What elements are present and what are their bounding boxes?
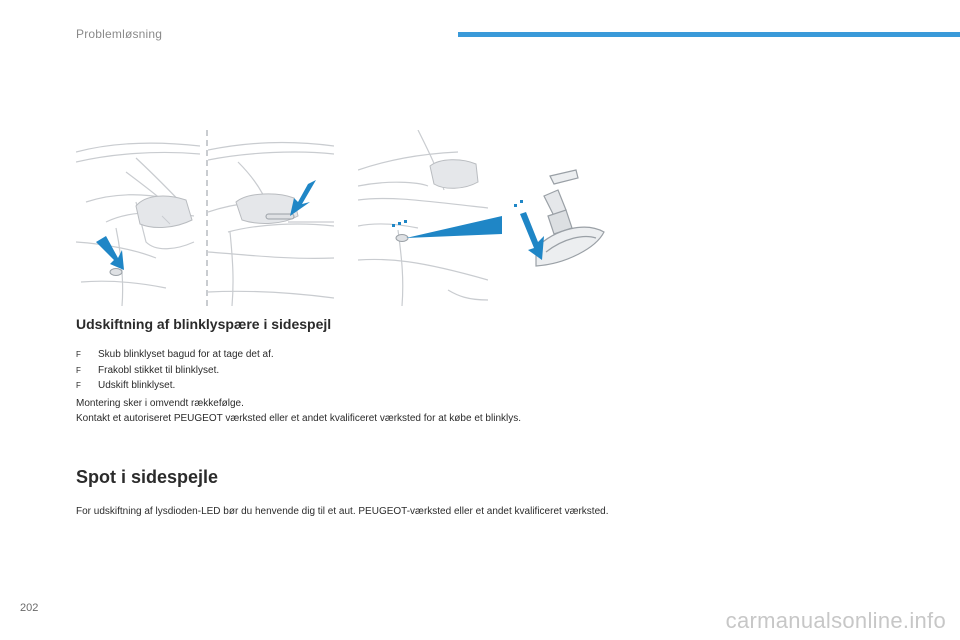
watermark: carmanualsonline.info <box>725 608 946 633</box>
step-text: Skub blinklyset bagud for at tage det af. <box>98 349 274 360</box>
section-heading-blinklys: Udskiftning af blinklyspære i sidespejl <box>76 316 332 332</box>
turn-signal-lamp <box>506 168 616 306</box>
list-item <box>76 363 274 379</box>
chapter-accent-bar <box>458 32 960 37</box>
chapter-title: Problemløsning <box>76 27 163 41</box>
assembly-note: Montering sker i omvendt rækkefølge. <box>76 398 244 409</box>
step-text: Udskift blinklyset. <box>98 380 176 391</box>
list-item <box>76 347 274 363</box>
illustration-row <box>76 130 616 306</box>
section-heading-spot: Spot i sidespejle <box>76 467 219 487</box>
step-text: Frakobl stikket til blinklyset. <box>98 364 220 376</box>
bullet-icon: F <box>76 350 81 359</box>
steps-list <box>76 347 274 394</box>
list-item <box>76 378 274 394</box>
page-number: 202 <box>20 602 39 614</box>
car-side-mirror-illustration-2 <box>208 132 334 306</box>
bullet-icon: F <box>76 365 81 375</box>
workshop-note: Kontakt et autoriseret PEUGEOT værksted eller et andet kvalificeret værksted for at købe et blinklys. <box>76 413 521 424</box>
bullet-icon: F <box>76 381 81 390</box>
zoom-connector <box>406 210 506 250</box>
car-side-mirror-illustration <box>76 132 200 306</box>
spot-body-text: For udskiftning af lysdioden-LED bør du henvende dig til et aut. PEUGEOT-værksted eller et andet kvalificeret værksted. <box>76 506 609 517</box>
